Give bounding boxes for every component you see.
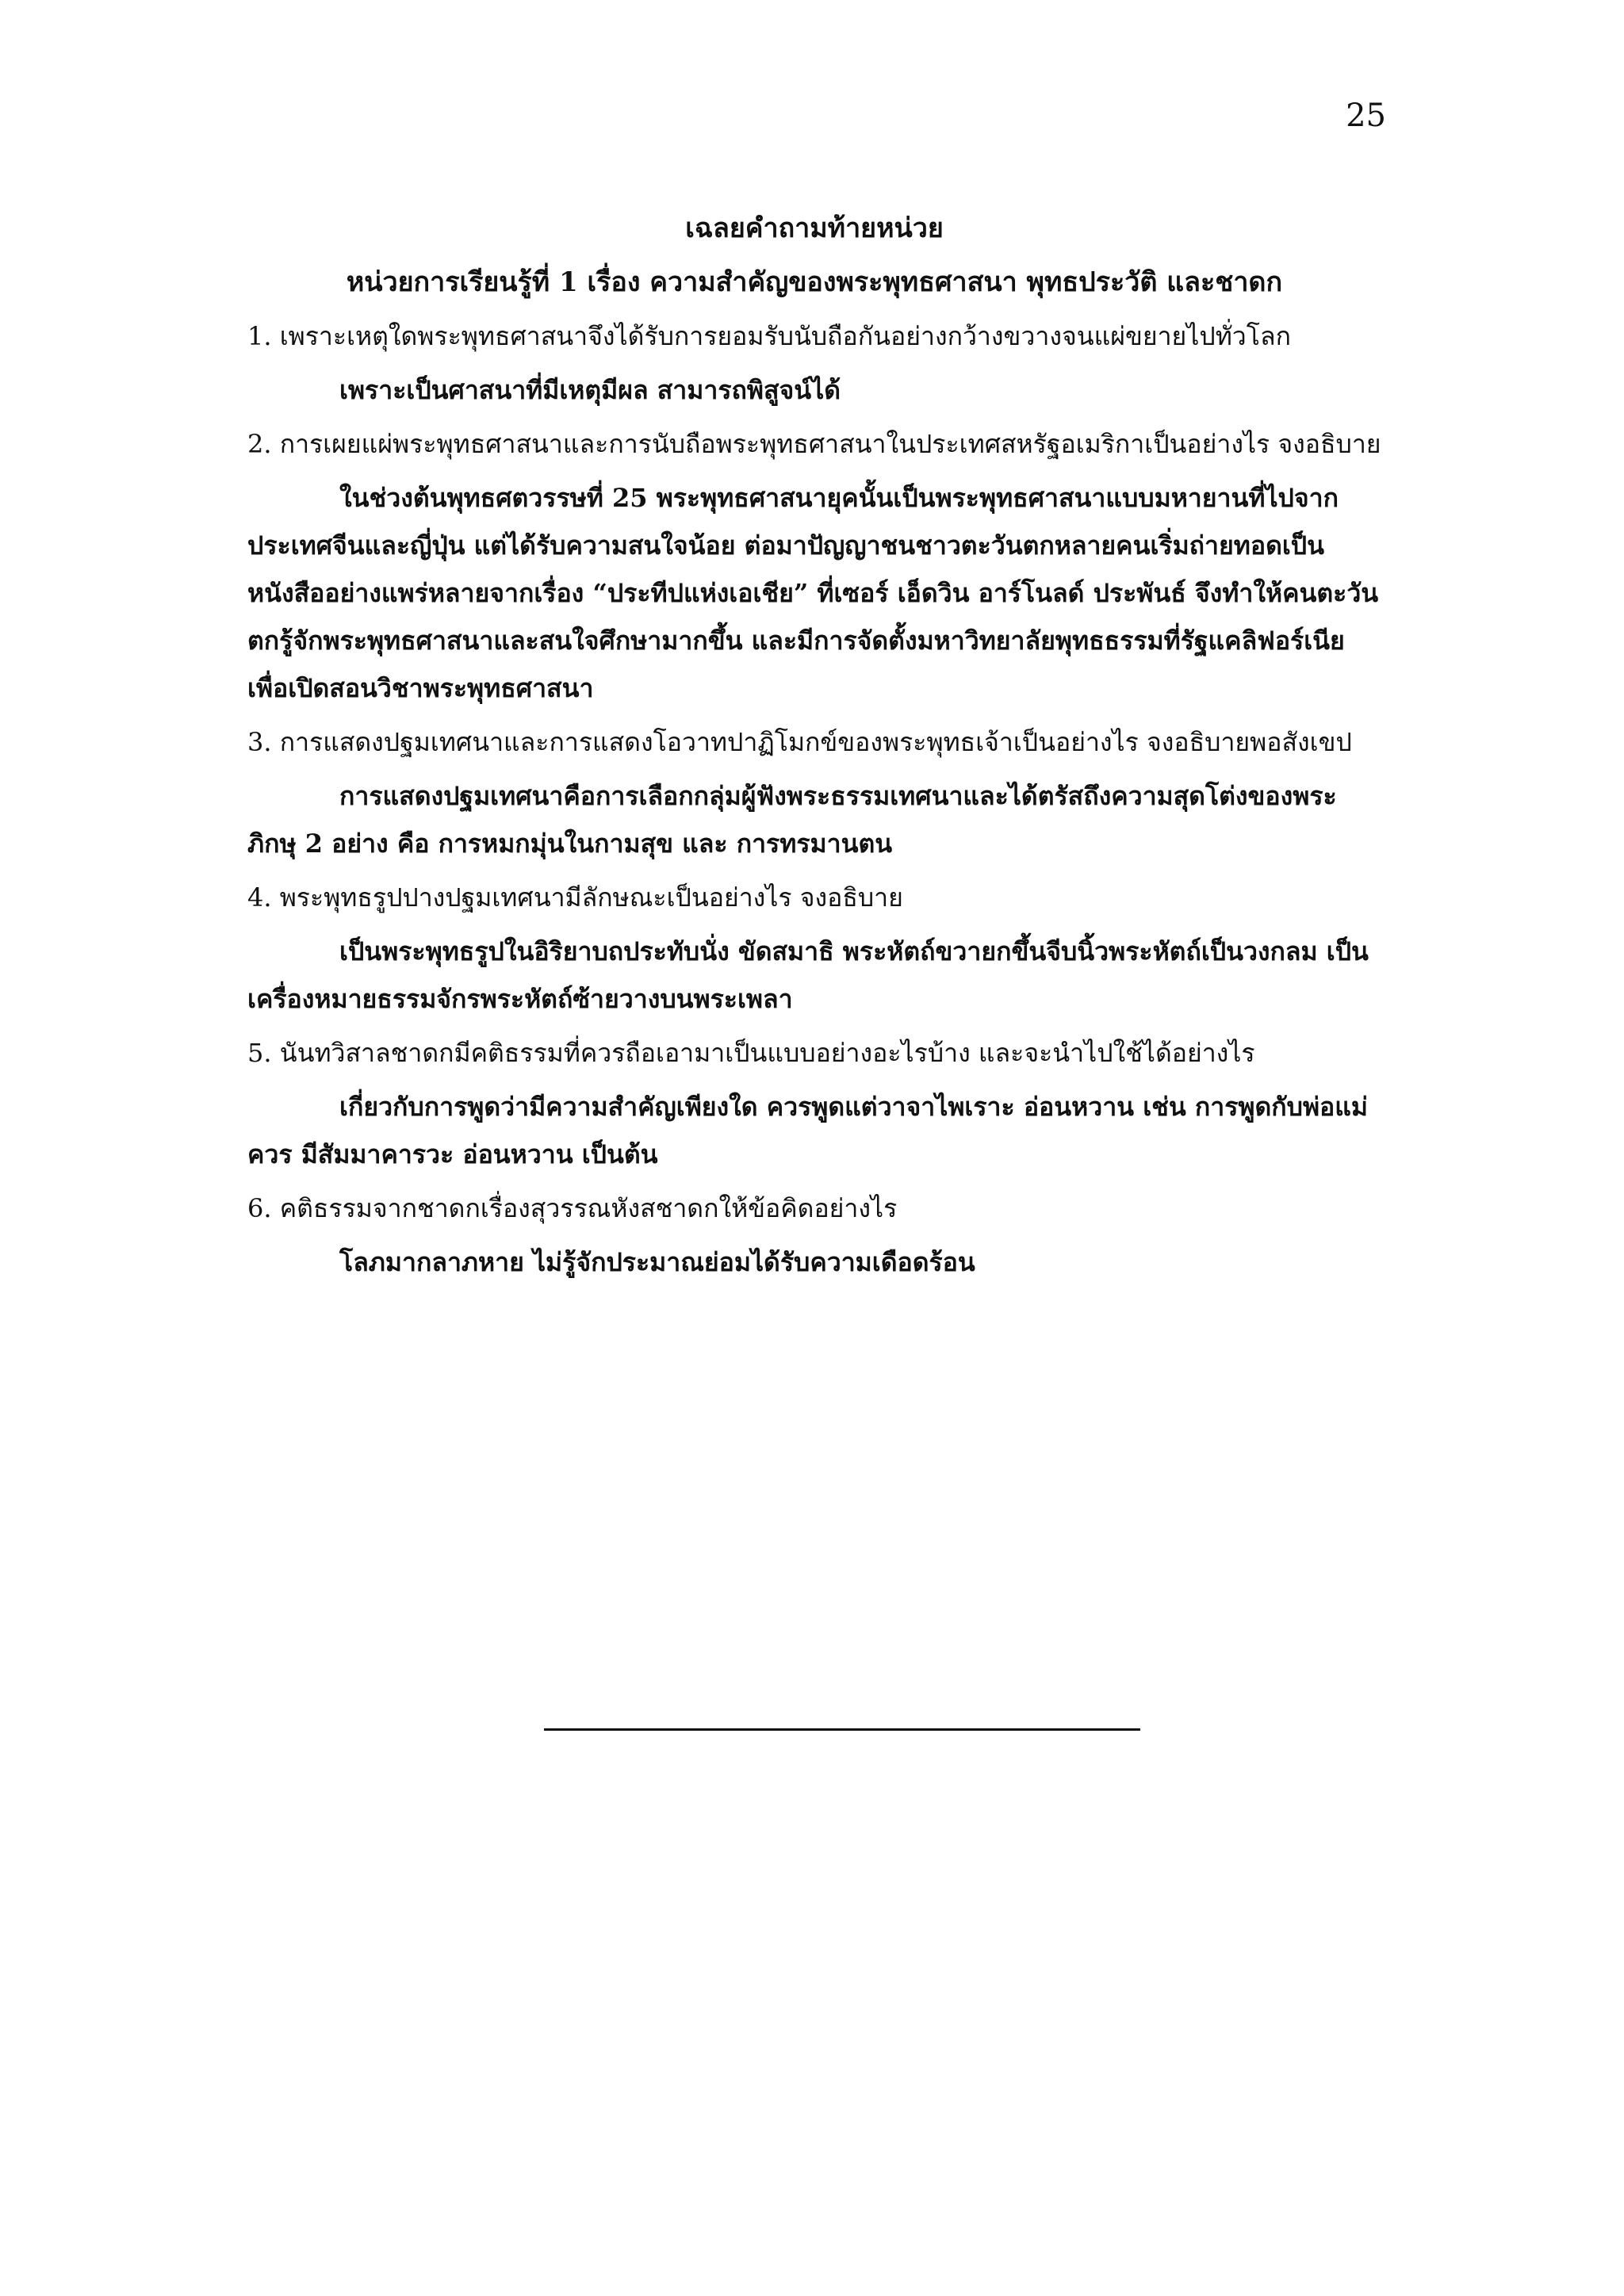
unit-subtitle: หน่วยการเรียนรู้ที่ 1 เรื่อง ความสำคัญของพระพุทธศาสนา พุทธประวัติ และชาดก: [346, 266, 1283, 298]
question-5: 5. นันทวิสาลชาดกมีคติธรรมที่ควรถือเอามาเป็นแบบอย่างอะไรบ้าง และจะนำไปใช้ได้อย่างไร: [247, 1038, 1255, 1068]
answer-6: โลภมากลาภหาย ไม่รู้จักประมาณย่อมได้รับความเดือดร้อน: [339, 1247, 975, 1277]
answer-2: ในช่วงต้นพุทธศตวรรษที่ 25 พระพุทธศาสนายุคนั้นเป็นพระพุทธศาสนาแบบมหายานที่ไปจากประเทศจีนและญี่ปุ่น แต่ได้รับความสนใจน้อย ต่อมาปัญญาชนชาวตะวันตกหลายคนเริ่มถ่ายทอดเป็นหนังสืออย่างแพร่หลายจากเรื่อง “ประทีปแห่งเอเชีย” ที่เซอร์ เอ็ดวิน อาร์โนลด์ ประพันธ์ จึงทำให้คนตะวันตกรู้จักพระพุทธศาสนาและสนใจศึกษามากขึ้น และมีการจัดตั้งมหาวิทยาลัยพุทธธรรมที่รัฐแคลิฟอร์เนียเพื่อเปิดสอนวิชาพระพุทธศาสนา: [247, 483, 1379, 703]
answer-4: เป็นพระพุทธรูปในอิริยาบถประทับนั่ง ขัดสมาธิ พระหัตถ์ขวายกขึ้นจีบนิ้วพระหัตถ์เป็นวงกลม เป็นเครื่องหมายธรรมจักรพระหัตถ์ซ้ายวางบนพระเพลา: [247, 936, 1369, 1014]
page-title: เฉลยคำถามท้ายหน่วย: [685, 212, 944, 244]
question-6: 6. คติธรรมจากชาดกเรื่องสุวรรณหังสชาดกให้ข้อคิดอย่างไร: [247, 1193, 898, 1223]
end-divider: [544, 1728, 1140, 1731]
question-1: 1. เพราะเหตุใดพระพุทธศาสนาจึงได้รับการยอมรับนับถือกันอย่างกว้างขวางจนแผ่ขยายไปทั่วโลก: [247, 321, 1291, 351]
question-3: 3. การแสดงปฐมเทศนาและการแสดงโอวาทปาฏิโมกข์ของพระพุทธเจ้าเป็นอย่างไร จงอธิบายพอสังเขป: [247, 727, 1352, 757]
answer-1: เพราะเป็นศาสนาที่มีเหตุมีผล สามารถพิสูจน์ได้: [339, 375, 841, 405]
answer-3: การแสดงปฐมเทศนาคือการเลือกกลุ่มผู้ฟังพระธรรมเทศนาและได้ตรัสถึงความสุดโต่งของพระภิกษุ 2 อย่าง คือ การหมกมุ่นในกามสุข และ การทรมานตน: [247, 781, 1337, 859]
page-number: 25: [1346, 98, 1386, 134]
answer-5: เกี่ยวกับการพูดว่ามีความสำคัญเพียงใด ควรพูดแต่วาจาไพเราะ อ่อนหวาน เช่น การพูดกับพ่อแม่ควร มีสัมมาคารวะ อ่อนหวาน เป็นต้น: [247, 1092, 1368, 1169]
question-4: 4. พระพุทธรูปปางปฐมเทศนามีลักษณะเป็นอย่างไร จงอธิบาย: [247, 882, 903, 913]
question-2: 2. การเผยแผ่พระพุทธศาสนาและการนับถือพระพุทธศาสนาในประเทศสหรัฐอเมริกาเป็นอย่างไร จงอธิบาย: [247, 429, 1381, 459]
answer-key: [247, 205, 1381, 1292]
